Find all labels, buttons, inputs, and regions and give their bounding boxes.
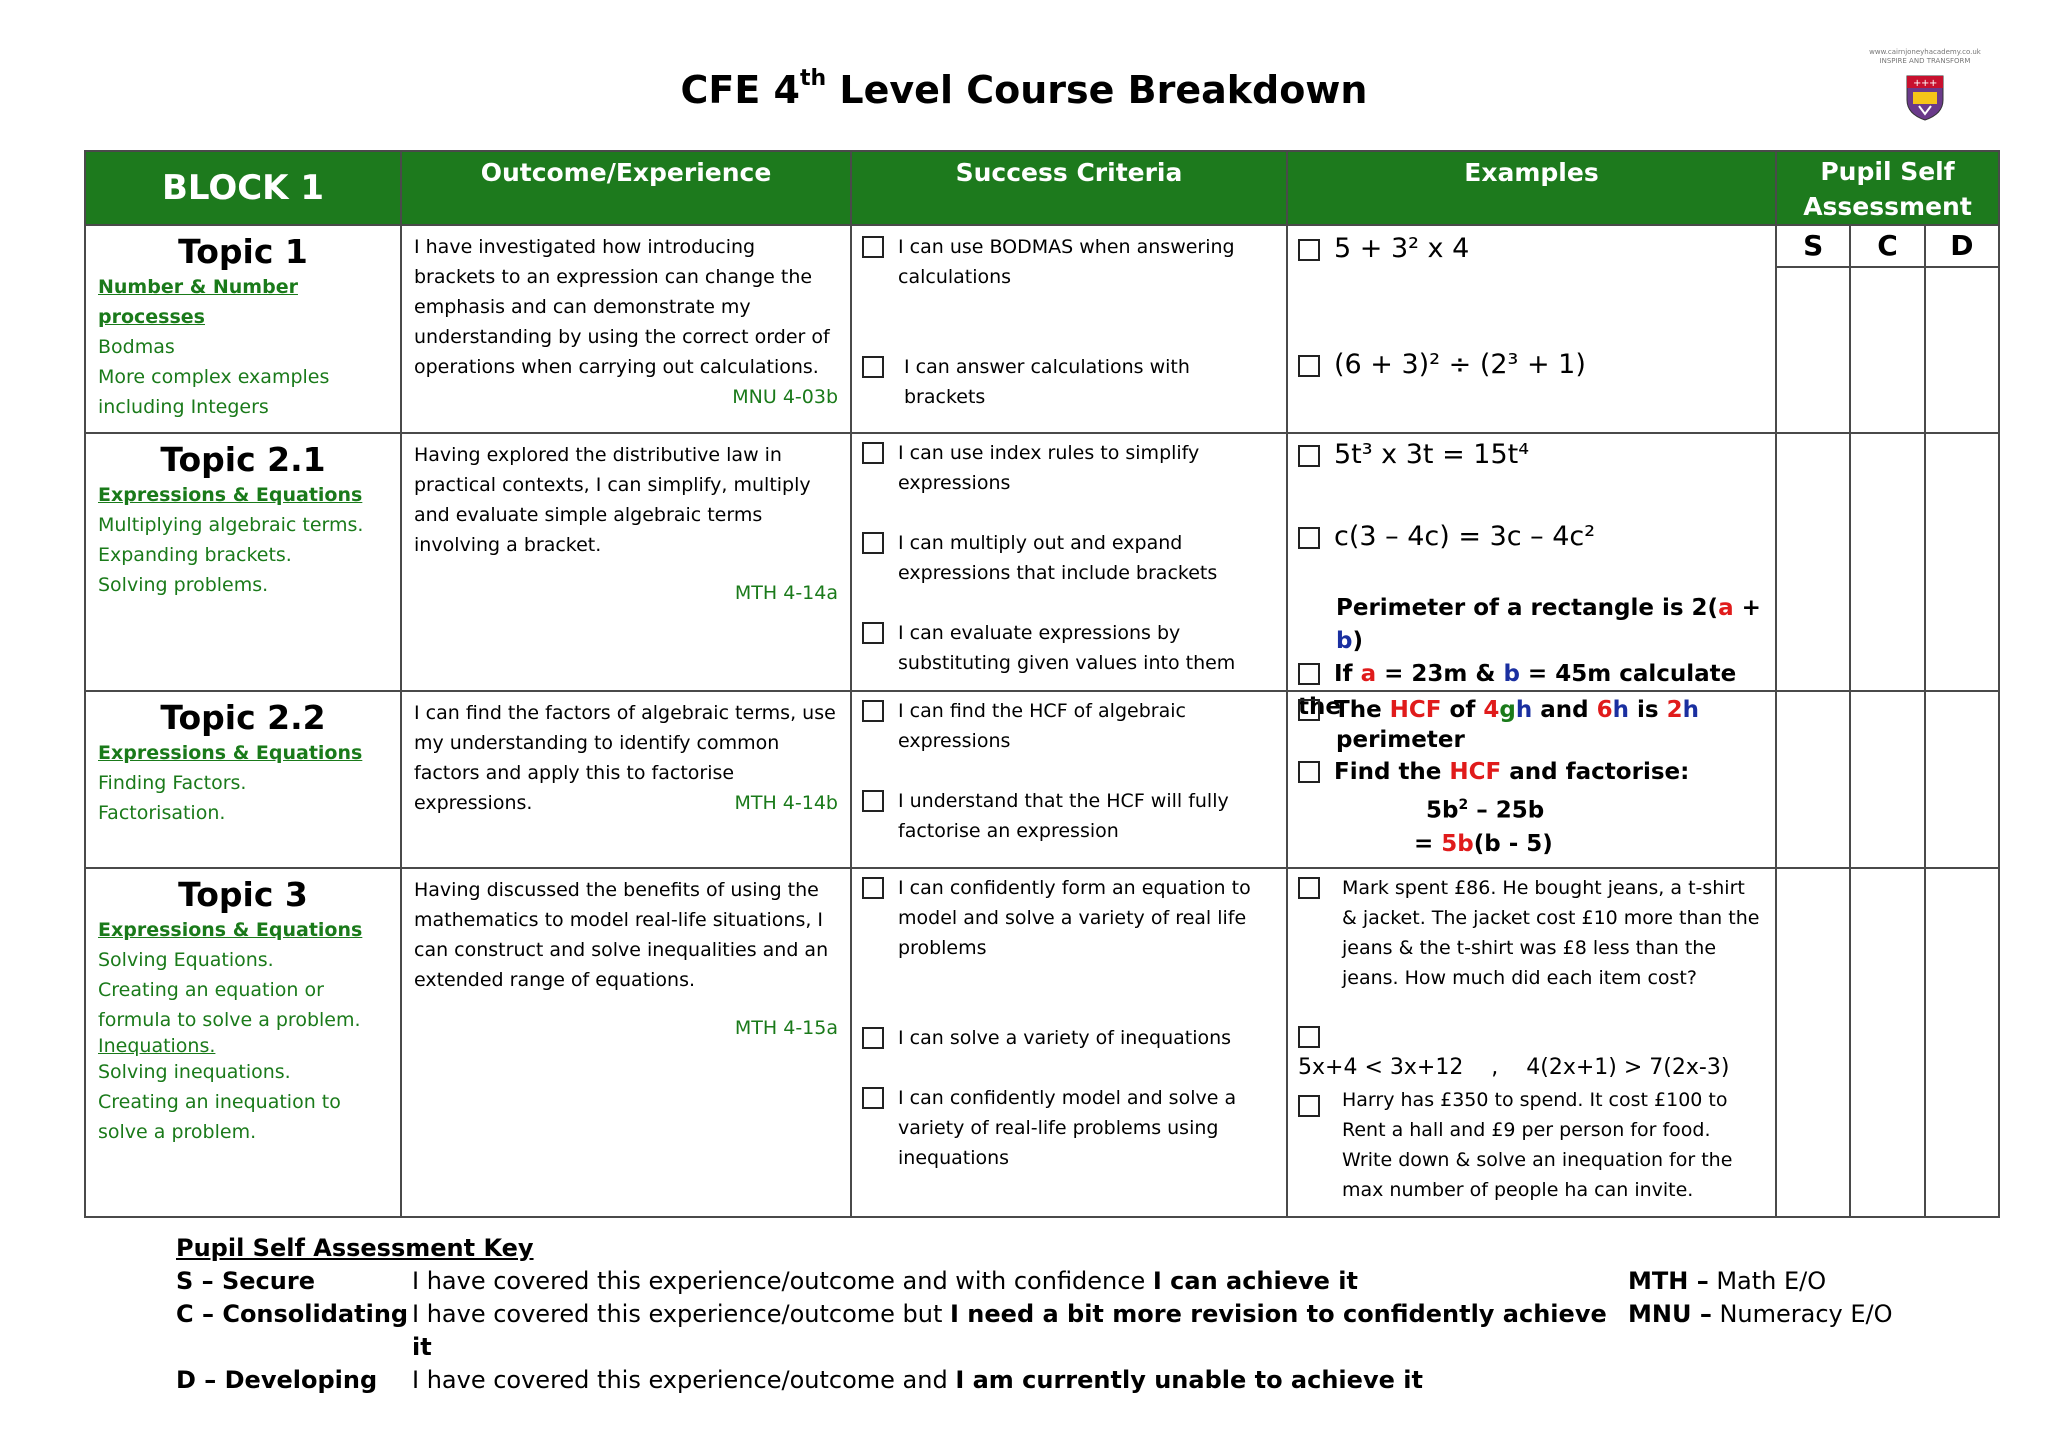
criteria-item: I can confidently form an equation to model and solve a variety of real life problems xyxy=(862,873,1276,963)
psa-col-d[interactable]: D xyxy=(1926,226,1998,432)
criteria-item: I can evaluate expressions by substituting given values into them xyxy=(862,618,1276,678)
criteria-cell xyxy=(851,225,1287,433)
topic-cell xyxy=(85,691,401,868)
topic-subtitle: Expressions & Equations xyxy=(98,742,363,764)
school-logo: www.cairnjoneyhacademy.co.uk INSPIRE AND TRANSFORM + + + xyxy=(1860,48,1990,126)
success-header: Success Criteria xyxy=(851,151,1287,225)
checkbox[interactable] xyxy=(1298,663,1320,685)
svg-text:+: + xyxy=(1929,78,1938,89)
crest-icon xyxy=(1905,74,1945,122)
key-row: S – Secure I have covered this experience/outcome and with confidence I can achieve it xyxy=(176,1267,1358,1295)
psa-col-c[interactable] xyxy=(1851,869,1925,1216)
topic-line: More complex examples xyxy=(98,366,330,388)
examples-cell xyxy=(1287,691,1776,868)
topic-row xyxy=(85,691,1999,868)
example-item: c(3 – 4c) = 3c – 4c² xyxy=(1298,522,1765,554)
checkbox[interactable] xyxy=(1298,1026,1320,1048)
topic-line: Multiplying algebraic terms. xyxy=(98,514,364,536)
topic-line: Expanding brackets. xyxy=(98,544,292,566)
outcome-cell xyxy=(401,691,851,868)
example-perimeter: Perimeter of a rectangle is 2(a + b) If a = 23m & b = 45m calculate the perimeter xyxy=(1298,595,1761,753)
outcome-cell xyxy=(401,225,851,433)
psa-col-s[interactable] xyxy=(1777,692,1851,867)
criteria-item: I can answer calculations with brackets xyxy=(862,352,1276,412)
checkbox[interactable] xyxy=(862,1087,884,1109)
abbrev-row: MTH – Math E/O xyxy=(1628,1267,1827,1295)
topic-row xyxy=(85,868,1999,1217)
checkbox[interactable] xyxy=(1298,1095,1320,1117)
example-item: Mark spent £86. He bought jeans, a t-shirt & jacket. The jacket cost £10 more than the jeans & the t-shirt was £8 less than the jeans. How much did each item cost? xyxy=(1298,873,1765,993)
topic-subtitle: Expressions & Equations xyxy=(98,484,363,506)
checkbox[interactable] xyxy=(1298,699,1320,721)
topic-line: solve a problem. xyxy=(98,1121,257,1143)
checkbox[interactable] xyxy=(862,356,884,378)
example-factorise: Find the HCF and factorise: $5b^2 - 25b$ = 5b(b - 5) xyxy=(1298,756,1765,861)
criteria-item: I can solve a variety of inequations xyxy=(862,1023,1276,1053)
criteria-cell xyxy=(851,868,1287,1217)
page-title: CFE 4th Level Course Breakdown xyxy=(680,66,1368,112)
criteria-item: I can use index rules to simplify expressions xyxy=(862,438,1276,498)
outcome-code: MTH 4-14a xyxy=(734,582,838,604)
psa-col-d[interactable] xyxy=(1926,434,1998,690)
example-item: 5 + 3² x 4 xyxy=(1298,234,1765,266)
topic-title: Topic 2.2 xyxy=(160,698,326,737)
topic-cell xyxy=(85,868,401,1217)
key-title: Pupil Self Assessment Key xyxy=(176,1234,534,1262)
examples-header: Examples xyxy=(1287,151,1776,225)
outcome-text: Having discussed the benefits of using the mathematics to model real-life situations, I can construct and solve inequalities and an extended range of equations. xyxy=(414,879,829,991)
topic-subtitle: Expressions & Equations xyxy=(98,919,363,941)
block-header: BLOCK 1 xyxy=(85,151,401,225)
topic-title: Topic 2.1 xyxy=(160,440,326,479)
example-item: (6 + 3)² ÷ (2³ + 1) xyxy=(1298,350,1765,382)
topic-cell xyxy=(85,225,401,433)
topic-line: Solving inequations. xyxy=(98,1061,291,1083)
checkbox[interactable] xyxy=(862,877,884,899)
topic-title: Topic 3 xyxy=(178,875,308,914)
checkbox[interactable] xyxy=(1298,527,1320,549)
topic-cell xyxy=(85,433,401,691)
criteria-item: I can multiply out and expand expressions that include brackets xyxy=(862,528,1276,588)
topic-line: Creating an equation or xyxy=(98,979,324,1001)
psa-cell xyxy=(1776,225,1999,433)
assessment-key xyxy=(176,1232,1634,1397)
outcome-header: Outcome/Experience xyxy=(401,151,851,225)
checkbox[interactable] xyxy=(862,1027,884,1049)
example-item: 5t³ x 3t = 15t⁴ xyxy=(1298,440,1765,472)
outcome-code: MTH 4-15a xyxy=(734,1017,838,1039)
topic-row xyxy=(85,433,1999,691)
psa-cell xyxy=(1776,691,1999,868)
topic-row xyxy=(85,225,1999,433)
topic-line: Solving problems. xyxy=(98,574,269,596)
topic-line: Creating an inequation to xyxy=(98,1091,341,1113)
topic-line: Finding Factors. xyxy=(98,772,247,794)
criteria-item: I can use BODMAS when answering calculations xyxy=(862,232,1276,292)
checkbox[interactable] xyxy=(862,442,884,464)
topic-line: formula to solve a problem. xyxy=(98,1009,361,1031)
psa-col-c[interactable]: C xyxy=(1851,226,1925,432)
criteria-cell xyxy=(851,691,1287,868)
course-table xyxy=(84,150,2000,1218)
psa-col-c[interactable] xyxy=(1851,692,1925,867)
psa-cell xyxy=(1776,433,1999,691)
criteria-item: I can confidently model and solve a variety of real-life problems using inequations xyxy=(862,1083,1276,1173)
topic-subtitle: Number & Number processes xyxy=(98,276,298,328)
example-item: Harry has £350 to spend. It cost £100 to Rent a hall and £9 per person for food. Write down & solve an inequation for the max number of people ha can invite. xyxy=(1298,1085,1765,1205)
psa-col-d[interactable] xyxy=(1926,692,1998,867)
abbreviation-key xyxy=(1628,1265,1893,1331)
psa-col-c[interactable] xyxy=(1851,434,1925,690)
examples-cell xyxy=(1287,868,1776,1217)
topic-line: Solving Equations. xyxy=(98,949,274,971)
topic-title: Topic 1 xyxy=(178,232,308,271)
checkbox[interactable] xyxy=(862,700,884,722)
checkbox[interactable] xyxy=(862,790,884,812)
checkbox[interactable] xyxy=(1298,445,1320,467)
psa-col-s[interactable] xyxy=(1777,869,1851,1216)
checkbox[interactable] xyxy=(862,532,884,554)
criteria-item: I can find the HCF of algebraic expressions xyxy=(862,696,1276,756)
example-hcf: The HCF of 4gh and 6h is 2h xyxy=(1298,694,1765,727)
checkbox[interactable] xyxy=(862,236,884,258)
psa-col-s[interactable] xyxy=(1777,434,1851,690)
psa-header: Pupil Self Assessment xyxy=(1776,151,1999,225)
outcome-cell xyxy=(401,433,851,691)
topic-line: Bodmas xyxy=(98,336,175,358)
checkbox[interactable] xyxy=(1298,239,1320,261)
outcome-code: MNU 4-03b xyxy=(732,386,838,408)
examples-cell xyxy=(1287,225,1776,433)
criteria-item: I understand that the HCF will fully factorise an expression xyxy=(862,786,1276,846)
topic-subtitle: Inequations. xyxy=(98,1035,216,1057)
psa-col-d[interactable] xyxy=(1926,869,1998,1216)
criteria-cell xyxy=(851,433,1287,691)
psa-col-s[interactable]: S xyxy=(1777,226,1851,432)
checkbox[interactable] xyxy=(1298,761,1320,783)
outcome-code: MTH 4-14b xyxy=(734,792,838,814)
key-row: C – Consolidating I have covered this experience/outcome but I need a bit more revision to confidently achieve it xyxy=(176,1300,1607,1361)
example-item: 5x+4 < 3x+12 , 4(2x+1) > 7(2x-3) xyxy=(1298,1023,1765,1083)
outcome-text: Having explored the distributive law in practical contexts, I can simplify, multiply and evaluate simple algebraic terms involving a bracket. xyxy=(414,444,811,556)
outcome-text: I have investigated how introducing brackets to an expression can change the emphasis and can demonstrate my understanding by using the correct order of operations when carrying out calculations. xyxy=(414,236,830,378)
outcome-text: I can find the factors of algebraic terms, use my understanding to identify common factors and apply this to factorise expressions. xyxy=(414,702,836,814)
abbrev-row: MNU – Numeracy E/O xyxy=(1628,1300,1893,1328)
checkbox[interactable] xyxy=(1298,877,1320,899)
svg-text:+: + xyxy=(1913,78,1922,89)
svg-text:+: + xyxy=(1921,78,1930,89)
topic-line: Factorisation. xyxy=(98,802,226,824)
psa-cell xyxy=(1776,868,1999,1217)
outcome-cell xyxy=(401,868,851,1217)
topic-line: including Integers xyxy=(98,396,269,418)
checkbox[interactable] xyxy=(862,622,884,644)
checkbox[interactable] xyxy=(1298,355,1320,377)
key-row: D – Developing I have covered this experience/outcome and I am currently unable to achieve it xyxy=(176,1366,1423,1394)
